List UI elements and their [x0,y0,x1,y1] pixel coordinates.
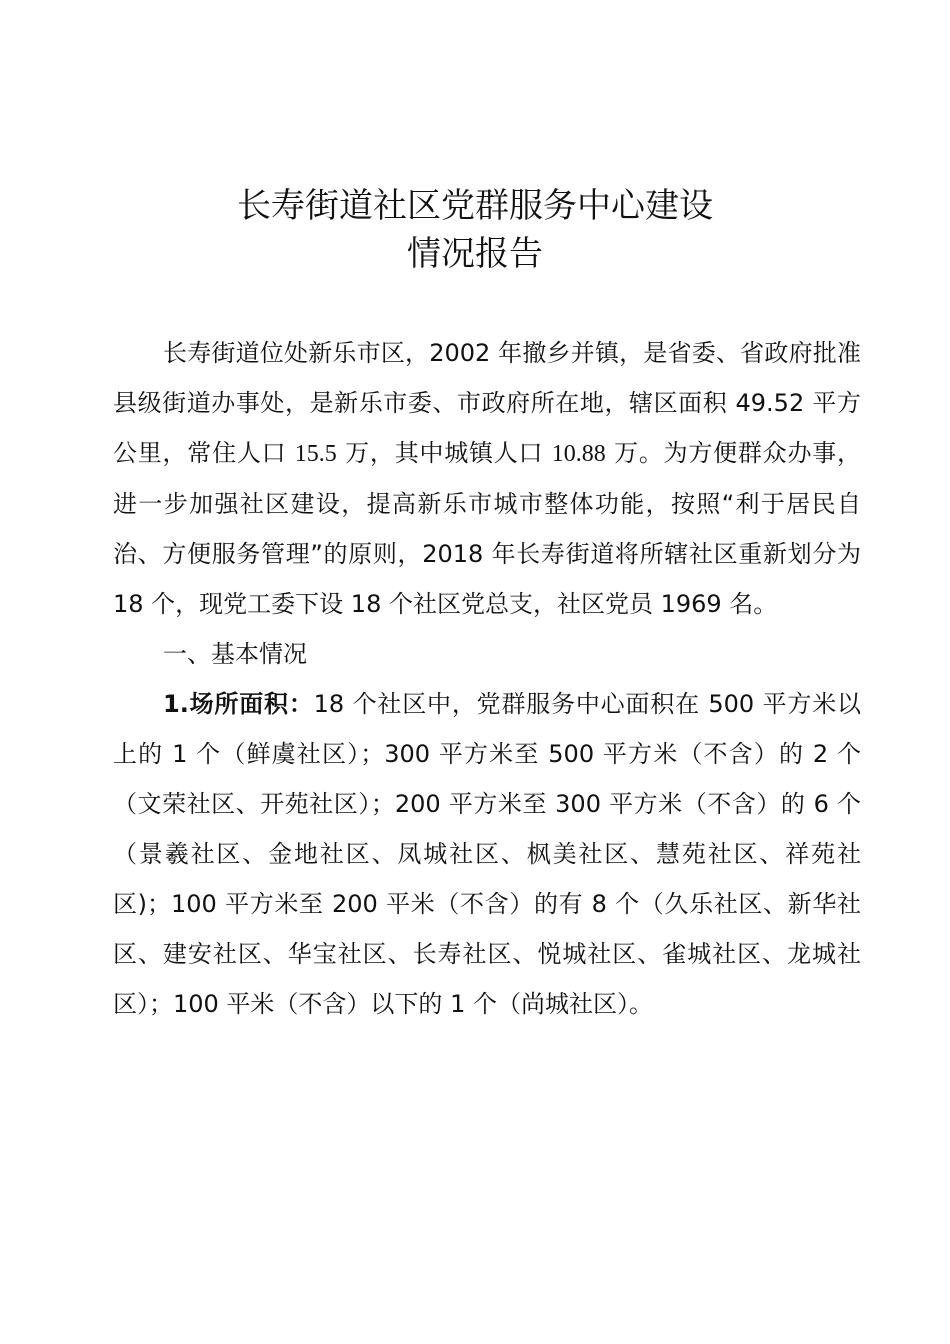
urban-population-number: 10.88 [551,441,606,467]
paragraph-venue-area [113,679,861,1029]
paragraph-venue-area-lead: 1.场所面积： [163,690,314,718]
paragraph-intro-text-a: 长寿街道位处新乐市区，2002 年撤乡并镇，是省委、省政府批准县级街道办事处，是新乐市委、市政府所在地，辖区面积 49.52 平方公里，常住人口 [113,339,861,467]
document-title-line-1: 长寿街道社区党群服务中心建设 [237,186,713,226]
paragraph-venue-area-text: 18 个社区中，党群服务中心面积在 500 平方米以上的 1 个（鲜虞社区）；300 平方米至 500 平方米（不含）的 2 个（文荣社区、开苑社区）；200 平方米至 300 平方米（不含）的 6 个（景羲社区、金地社区、凤城社区、枫美社区、慧苑社区、祥苑社区)；100 平方米至 200 平米（不含）的有 8 个（久乐社区、新华社区、建安社区、华宝社区、长寿社区、悦城社区、雀城社区、龙城社区）；100 平米（不含）以下的 1 个（尚城社区）。 [113,690,861,1018]
section-heading-basic: 一、基本情况 [163,640,307,668]
document-body [113,328,861,1029]
document-title-line-2: 情况报告 [407,234,543,274]
paragraph-intro-text-b: 万，其中城镇人口 [336,439,552,467]
population-number: 15.5 [294,441,337,467]
paragraph-intro-text-c: 万。为方便群众办事，进一步加强社区建设，提高新乐市城市整体功能，按照“利于居民自治、方便服务管理”的原则，2018 年长寿街道将所辖社区重新划分为 18 个，现党工委下设 18 个社区党总支，社区党员 1969 名。 [113,439,861,618]
paragraph-intro [113,328,861,629]
